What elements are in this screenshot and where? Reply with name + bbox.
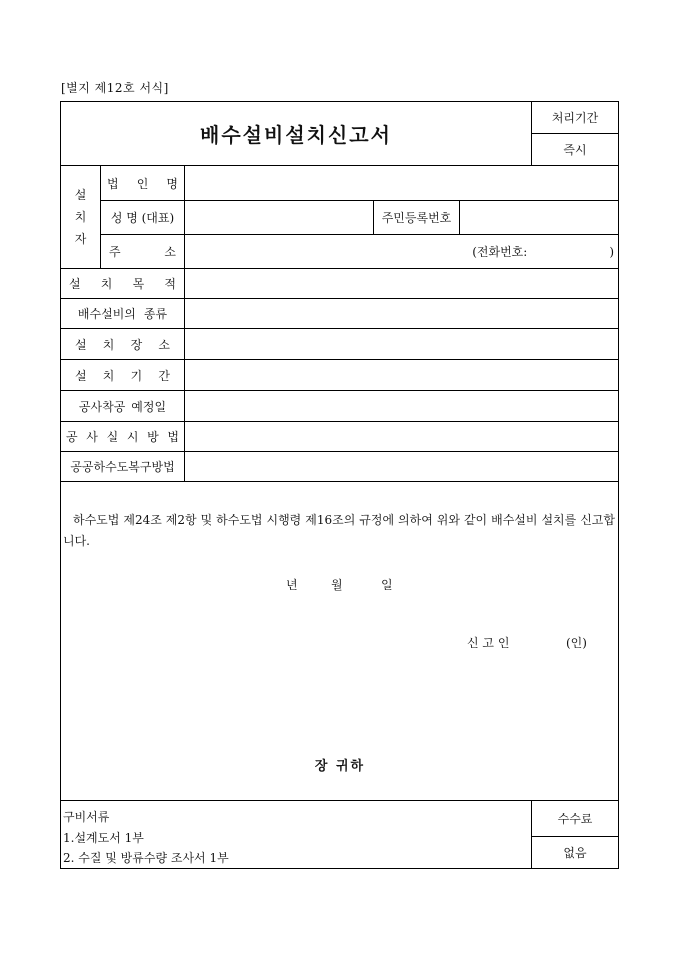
sewer-restoration-label: 공공하수도복구방법: [70, 460, 175, 474]
fee-label: 수수료: [557, 812, 593, 826]
period-field[interactable]: [185, 360, 618, 390]
required-documents-title: 구비서류: [63, 810, 110, 824]
processing-period-label: 처리기간: [551, 111, 599, 125]
addressee: 장 귀하: [314, 759, 366, 774]
address-label: 주 소: [109, 245, 176, 259]
resident-number-label: 주민등록번호: [381, 211, 452, 225]
reporter-label: 신 고 인: [467, 636, 510, 650]
phone-label: (전화번호:: [472, 245, 528, 259]
seal-mark: (인): [566, 636, 587, 650]
date-day: 일: [381, 578, 393, 592]
representative-name-field[interactable]: [185, 201, 373, 234]
purpose-field[interactable]: [185, 269, 618, 298]
location-label: 설 치 장 소: [75, 337, 170, 352]
required-document-item: 2. 수질 및 방류수량 조사서 1부: [63, 851, 229, 865]
address-field[interactable]: [185, 235, 618, 268]
fee-value: 없음: [563, 846, 587, 860]
date-year: 년: [286, 578, 298, 592]
form-label: [별지 제12호 서식]: [61, 81, 169, 95]
form-title: 배수설비설치신고서: [200, 123, 392, 147]
representative-name-label: 성 명 (대표): [110, 211, 175, 225]
phone-close: ): [609, 244, 614, 259]
date-month: 월: [331, 578, 343, 592]
statement-text: 하수도법 제24조 제2항 및 하수도법 시행령 제16조의 규정에 의하여 위와 같이 배수설비 설치를 신고합니다.: [63, 513, 615, 548]
resident-number-field[interactable]: [460, 201, 618, 234]
construction-method-field[interactable]: [185, 422, 618, 451]
processing-period-value: 즉시: [563, 143, 587, 157]
start-date-label: 공사착공 예정일: [78, 399, 167, 414]
installer-group-label: 설 치 자: [74, 188, 87, 246]
corp-name-label: 법 인 명: [107, 176, 178, 191]
construction-method-label: 공 사 실 시 방 법: [66, 430, 179, 444]
sewer-restoration-field[interactable]: [185, 452, 618, 481]
period-label: 설 치 기 간: [75, 368, 170, 383]
drain-type-label: 배수설비의 종류: [77, 307, 168, 321]
corp-name-field[interactable]: [185, 166, 618, 200]
required-document-item: 1.설계도서 1부: [63, 831, 144, 845]
location-field[interactable]: [185, 329, 618, 359]
drain-type-field[interactable]: [185, 299, 618, 328]
purpose-label: 설 치 목 적: [69, 277, 176, 291]
start-date-field[interactable]: [185, 391, 618, 421]
